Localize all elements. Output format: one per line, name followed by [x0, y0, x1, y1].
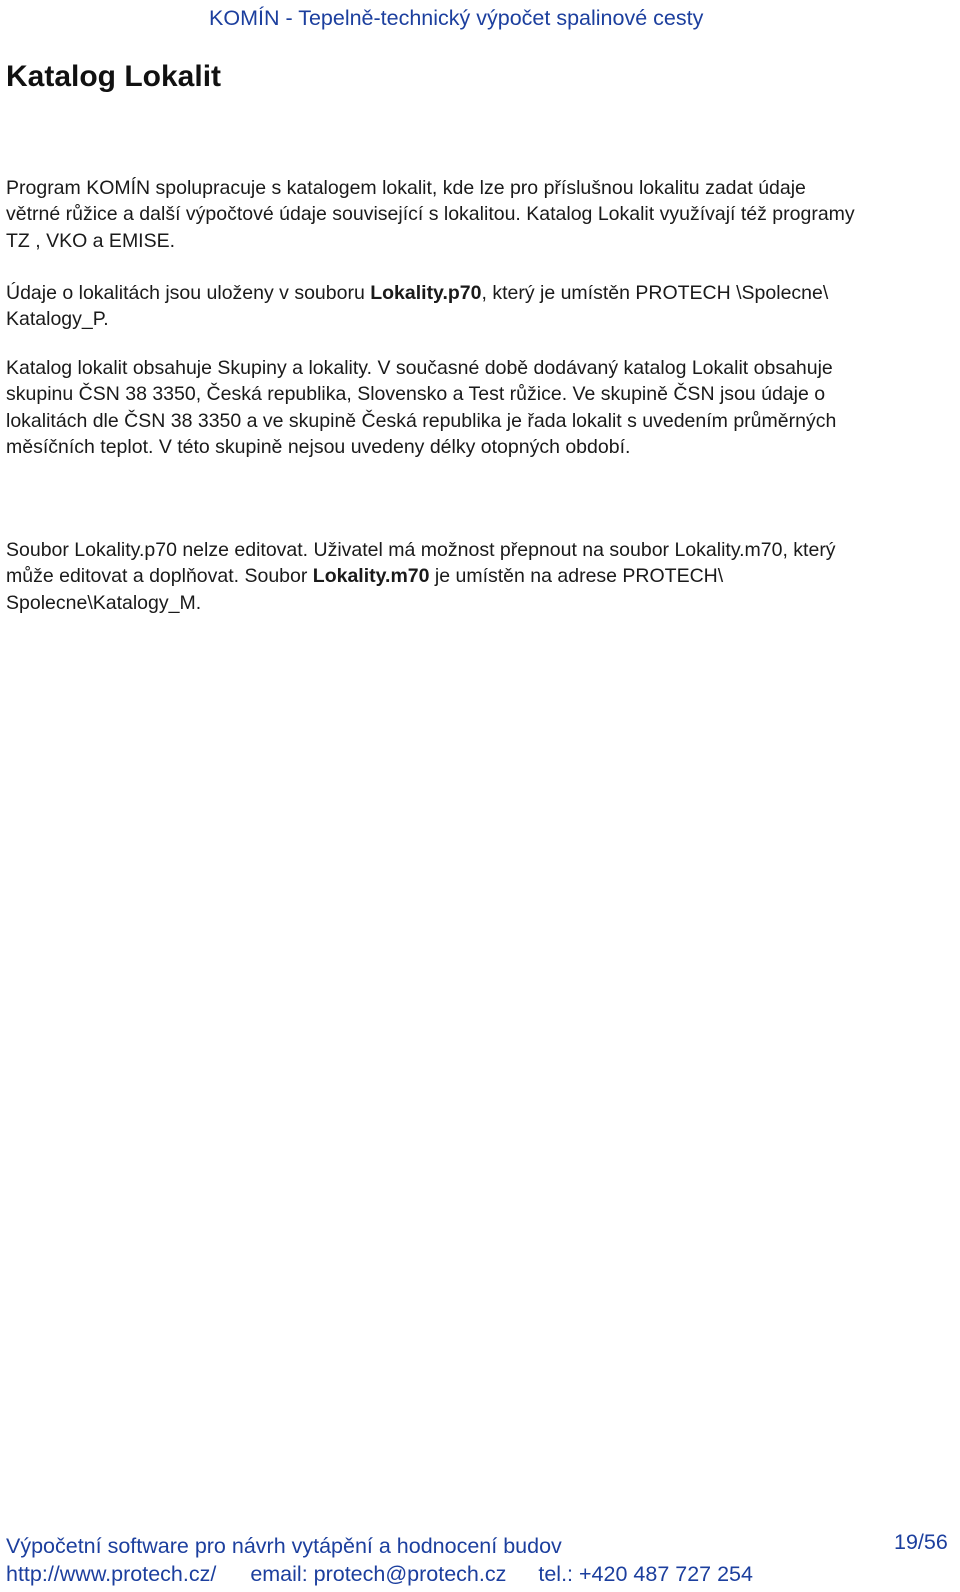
- paragraph-line: měsíčních teplot. V této skupině nejsou uvedeny délky otopných období.: [6, 435, 631, 458]
- paragraph-line: [6, 280, 951, 306]
- paragraph-line: větrné růžice a další výpočtové údaje související s lokalitou. Katalog Lokalit využívají též programy: [6, 203, 855, 226]
- paragraph-line: Program KOMÍN spolupracuje s katalogem lokalit, kde lze pro příslušnou lokalitu zadat údaje: [6, 177, 806, 199]
- page-title: Katalog Lokalit: [6, 60, 222, 93]
- email-link[interactable]: email: protech@protech.cz: [250, 1562, 507, 1586]
- text-segment: , který je umístěn PROTECH \Spolecne\: [481, 282, 829, 304]
- filename-bold: Lokality.m70: [312, 565, 430, 588]
- paragraph-line: lokalitách dle ČSN 38 3350 a ve skupině Česká republika je řada lokalit s uvedením průměrných: [6, 409, 837, 432]
- text-segment: je umístěn na adrese PROTECH\: [429, 565, 724, 588]
- footer-tagline: Výpočetní software pro návrh vytápění a hodnocení budov: [6, 1534, 562, 1558]
- document-header-title: KOMÍN - Tepelně-technický výpočet spalinové cesty: [209, 6, 704, 30]
- filename-bold: Lokality.p70: [370, 282, 482, 304]
- paragraph-line: [6, 563, 951, 589]
- text-segment: může editovat a doplňovat. Soubor: [6, 565, 313, 588]
- paragraph-line: skupinu ČSN 38 3350, Česká republika, Slovensko a Test růžice. Ve skupině ČSN jsou údaje o: [6, 383, 826, 406]
- paragraph-line: Katalogy_P.: [6, 308, 109, 331]
- paragraph-contents: [6, 355, 951, 460]
- text-segment: Údaje o lokalitách jsou uloženy v souboru: [6, 282, 371, 304]
- paragraph-storage: [6, 280, 951, 333]
- paragraph-editing: [6, 537, 951, 616]
- paragraph-intro: [6, 175, 951, 254]
- paragraph-line: TZ , VKO a EMISE.: [6, 229, 176, 252]
- page-number: 19/56: [894, 1530, 948, 1554]
- paragraph-line: Soubor Lokality.p70 nelze editovat. Uživatel má možnost přepnout na soubor Lokality.m70, který: [6, 539, 836, 561]
- website-link[interactable]: http://www.protech.cz/: [6, 1562, 217, 1586]
- phone-number: tel.: +420 487 727 254: [538, 1562, 753, 1586]
- footer-contacts: [6, 1562, 753, 1587]
- paragraph-line: Spolecne\Katalogy_M.: [6, 591, 202, 614]
- paragraph-line: Katalog lokalit obsahuje Skupiny a lokality. V současné době dodávaný katalog Lokalit obsahuje: [6, 357, 833, 379]
